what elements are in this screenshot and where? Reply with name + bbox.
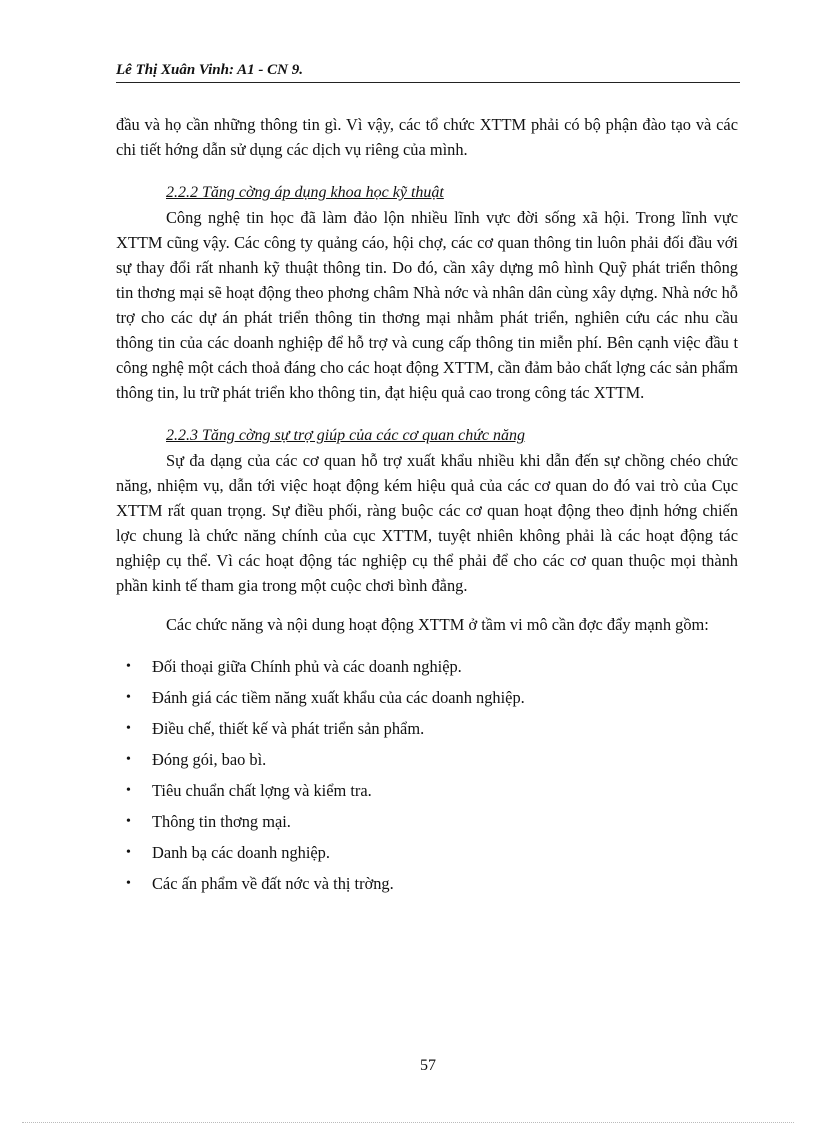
list-item [126,868,738,899]
list-item [126,682,738,713]
paragraph-technology: Công nghệ tin học đã làm đảo lộn nhiều lĩnh vực đời sống xã hội. Trong lĩnh vực XTTM cũng vậy. Các công ty quảng cáo, hội chợ, các cơ quan thông tin luôn phải đối đầu với sự thay đổi rất nhanh kỹ thuật thông tin. Do đó, cần xây dựng mô hình Quỹ phát triển thông tin thơng mại sẽ hoạt động theo phơng châm Nhà nớc và nhân dân cùng xây dựng. Nhà nớc hỗ trợ cho các dự án phát triển thông tin thơng mại nhằm phát triển, nghiên cứu các nhu cầu thông tin của các doanh nghiệp để hỗ trợ và cung cấp thông tin miễn phí. Bên cạnh việc đầu t công nghệ một cách thoả đáng cho các hoạt động XTTM, cần đảm bảo chất lợng các sản phẩm thông tin, lu trữ phát triển kho thông tin, đạt hiệu quả cao trong công tác XTTM. [116,208,738,402]
bullet-icon: • [126,721,131,736]
page-header: Lê Thị Xuân Vinh: A1 - CN 9. [116,62,740,83]
paragraph-intro: đầu và họ cần những thông tin gì. Vì vậy, các tổ chức XTTM phải có bộ phận đào tạo và các chi tiết hớng dẫn sử dụng các dịch vụ riêng của mình. [116,115,738,159]
paragraph-functions: Các chức năng và nội dung hoạt động XTTM ở tầm vi mô cần đợc đẩy mạnh gồm: [166,615,709,634]
list-item [126,806,738,837]
bullet-icon: • [126,690,131,705]
bullet-icon: • [126,876,131,891]
page-number: 57 [420,1057,436,1074]
bullet-icon: • [126,845,131,860]
list-item [126,713,738,744]
list-item-text: Đóng gói, bao bì. [152,750,267,769]
list-item [126,775,738,806]
document-body [116,112,738,899]
list-item-text: Đối thoại giữa Chính phủ và các doanh nghiệp. [152,657,462,676]
paragraph-agencies: Sự đa dạng của các cơ quan hỗ trợ xuất khẩu nhiều khi dẫn đến sự chồng chéo chức năng, nhiệm vụ, dẫn tới việc hoạt động kém hiệu quả của các cơ quan do đó vai trò của Cục XTTM rất quan trọng. Sự điều phối, ràng buộc các cơ quan hoạt động theo định hớng chiến lợc chung là chức năng chính của cục XTTM, tuyệt nhiên không phải là các hoạt động tác nghiệp cụ thể. Vì các hoạt động tác nghiệp cụ thể phải để cho các cơ quan thuộc mọi thành phần kinh tế tham gia trong một cuộc chơi bình đẳng. [116,451,738,595]
list-item-text: Tiêu chuẩn chất lợng và kiểm tra. [152,781,372,800]
list-item-text: Danh bạ các doanh nghiệp. [152,843,330,862]
list-item-text: Đánh giá các tiềm năng xuất khẩu của các doanh nghiệp. [152,688,525,707]
bullet-icon: • [126,752,131,767]
bullet-icon: • [126,659,131,674]
list-item [126,744,738,775]
bullet-icon: • [126,814,131,829]
section-heading-2-2-2: 2.2.2 Tăng cờng áp dụng khoa học kỹ thuật [166,184,444,201]
bullet-icon: • [126,783,131,798]
section-heading-2-2-3: 2.2.3 Tăng cờng sự trợ giúp của các cơ quan chức năng [166,427,526,444]
function-list [116,651,738,899]
list-item [126,837,738,868]
list-item-text: Điều chế, thiết kế và phát triển sản phẩm. [152,719,425,738]
list-item [126,651,738,682]
list-item-text: Các ấn phẩm về đất nớc và thị trờng. [152,874,394,893]
list-item-text: Thông tin thơng mại. [152,812,291,831]
